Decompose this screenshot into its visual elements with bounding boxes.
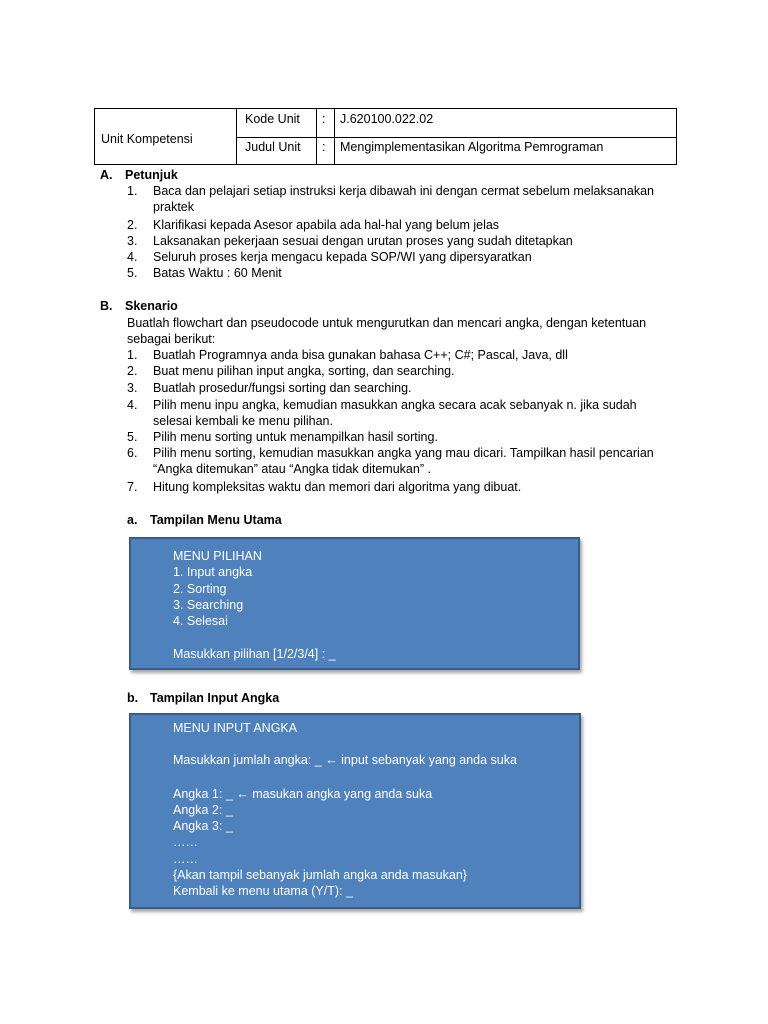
list-item-text: Klarifikasi kepada Asesor apabila ada hal-hal yang belum jelas [153, 218, 500, 232]
console-line: Angka 1: _ ← masukan angka yang anda suka [173, 787, 433, 801]
list-number: 3. [127, 381, 138, 395]
sub-a-marker: a. [127, 513, 138, 527]
list-number: 1. [127, 348, 138, 362]
list-item-text: Pilih menu sorting, kemudian masukkan angka yang mau dicari. Tampilkan hasil pencarian [153, 446, 654, 460]
list-item-text: Seluruh proses kerja mengacu kepada SOP/WI yang dipersyaratkan [153, 250, 532, 264]
kode-unit-separator: : [322, 112, 326, 126]
list-number: 1. [127, 184, 138, 198]
list-item-text: Pilih menu sorting untuk menampilkan hasil sorting. [153, 430, 438, 444]
list-item-text: Hitung kompleksitas waktu dan memori dari algoritma yang dibuat. [153, 480, 522, 494]
console-line: …… [173, 835, 198, 849]
section-b-intro: Buatlah flowchart dan pseudocode untuk mengurutkan dan mencari angka, dengan ketentuan [127, 316, 647, 330]
console-line: Angka 2: _ [173, 803, 233, 817]
console-line: MENU INPUT ANGKA [173, 721, 298, 735]
kode-unit-value: J.620100.022.02 [340, 112, 434, 126]
list-item-text: praktek [153, 200, 194, 214]
judul-unit-value: Mengimplementasikan Algoritma Pemrograman [340, 140, 604, 154]
judul-unit-separator: : [322, 140, 326, 154]
list-item-text: Buatlah prosedur/fungsi sorting dan searching. [153, 381, 412, 395]
console-line: 2. Sorting [173, 582, 227, 596]
list-item-text: Buat menu pilihan input angka, sorting, dan searching. [153, 364, 455, 378]
list-number: 4. [127, 250, 138, 264]
section-b-title: Skenario [125, 299, 178, 313]
list-number: 7. [127, 480, 138, 494]
list-number: 5. [127, 266, 138, 280]
console-line: 3. Searching [173, 598, 244, 612]
list-number: 2. [127, 218, 138, 232]
console-input-angka [129, 713, 581, 909]
list-number: 2. [127, 364, 138, 378]
list-item-text: selesai kembali ke menu pilihan. [153, 414, 333, 428]
table-divider [236, 137, 676, 138]
unit-kompetensi-label: Unit Kompetensi [101, 132, 193, 146]
console-menu-utama [129, 537, 580, 670]
console-line: {Akan tampil sebanyak jumlah angka anda masukan} [173, 868, 467, 882]
console-line: MENU PILIHAN [173, 549, 262, 563]
list-item-text: Batas Waktu : 60 Menit [153, 266, 282, 280]
list-number: 4. [127, 398, 138, 412]
judul-unit-label: Judul Unit [245, 140, 301, 154]
section-b-intro: sebagai berikut: [127, 332, 216, 346]
list-item-text: Pilih menu inpu angka, kemudian masukkan angka secara acak sebanyak n. jika sudah [153, 398, 637, 412]
console-line: 1. Input angka [173, 565, 253, 579]
console-prompt: Kembali ke menu utama (Y/T): _ [173, 884, 353, 898]
list-item-text: Buatlah Programnya anda bisa gunakan bahasa C++; C#; Pascal, Java, dll [153, 348, 568, 362]
console-line: Masukkan jumlah angka: _ ← input sebanyak yang anda suka [173, 753, 517, 767]
console-prompt: Masukkan pilihan [1/2/3/4] : _ [173, 647, 336, 661]
sub-a-title: Tampilan Menu Utama [150, 513, 282, 527]
sub-b-marker: b. [127, 691, 139, 705]
section-b-marker: B. [100, 299, 113, 313]
console-line: …… [173, 852, 198, 866]
list-number: 5. [127, 430, 138, 444]
list-item-text: Laksanakan pekerjaan sesuai dengan urutan proses yang sudah ditetapkan [153, 234, 573, 248]
list-item-text: “Angka ditemukan” atau “Angka tidak ditemukan” . [153, 462, 431, 476]
list-number: 6. [127, 446, 138, 460]
console-line: Angka 3: _ [173, 819, 233, 833]
sub-b-title: Tampilan Input Angka [150, 691, 280, 705]
section-a-title: Petunjuk [125, 168, 178, 182]
list-number: 3. [127, 234, 138, 248]
unit-table [94, 108, 677, 165]
section-a-marker: A. [100, 168, 113, 182]
list-item-text: Baca dan pelajari setiap instruksi kerja dibawah ini dengan cermat sebelum melaksanakan [153, 184, 654, 198]
console-line: 4. Selesai [173, 614, 228, 628]
kode-unit-label: Kode Unit [245, 112, 300, 126]
